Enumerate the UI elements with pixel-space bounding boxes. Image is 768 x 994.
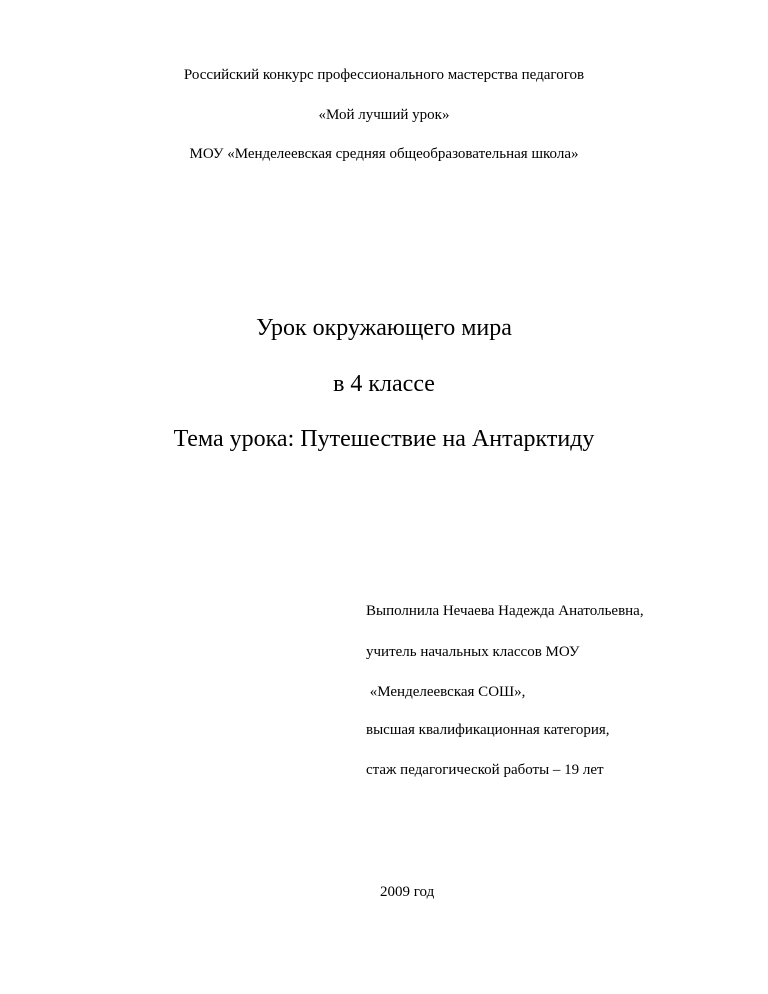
author-experience: стаж педагогической работы – 19 лет bbox=[366, 762, 604, 778]
lesson-title: Урок окружающего мира bbox=[256, 315, 512, 341]
document-year: 2009 год bbox=[380, 884, 435, 900]
contest-name: Российский конкурс профессионального мастерства педагогов bbox=[183, 67, 585, 83]
author-school: «Менделеевская СОШ», bbox=[366, 684, 526, 700]
lesson-topic: Тема урока: Путешествие на Антарктиду bbox=[173, 426, 595, 452]
contest-subtitle: «Мой лучший урок» bbox=[318, 107, 450, 123]
lesson-grade: в 4 классе bbox=[333, 371, 435, 397]
author-name: Выполнила Нечаева Надежда Анатольевна, bbox=[366, 603, 644, 619]
author-position: учитель начальных классов МОУ bbox=[366, 644, 580, 660]
school-name: МОУ «Менделеевская средняя общеобразовательная школа» bbox=[189, 146, 579, 162]
author-category: высшая квалификационная категория, bbox=[366, 722, 610, 738]
